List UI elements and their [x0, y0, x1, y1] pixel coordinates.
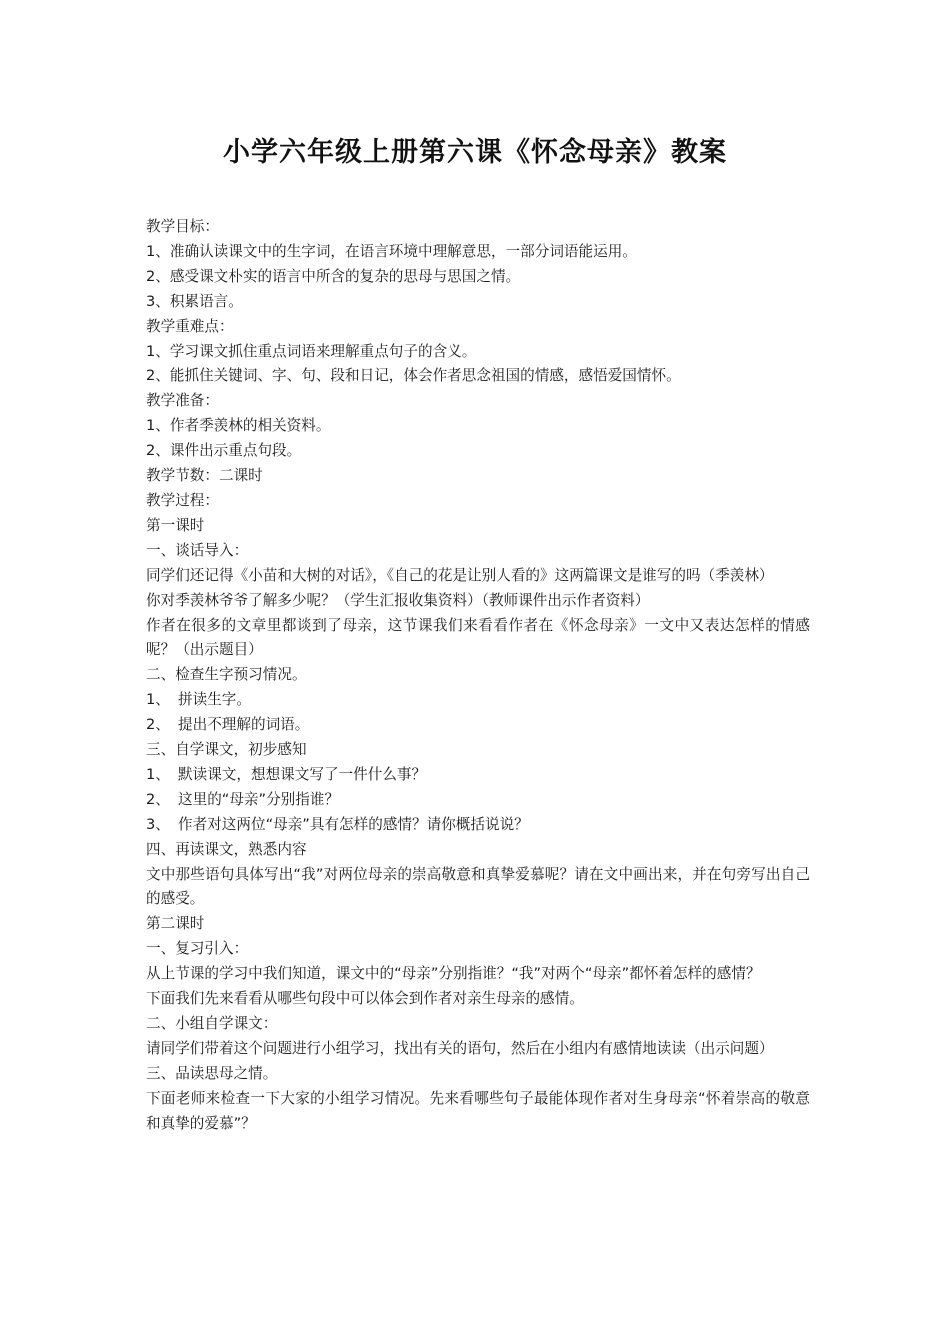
numbered-item — [146, 813, 810, 838]
body-line: 一、谈话导入： — [146, 541, 249, 559]
item-text: 作者对这两位“母亲”具有怎样的感情？请你概括说说？ — [178, 815, 529, 833]
item-number: 2、 — [146, 716, 170, 734]
item-text: 默读课文，想想课文写了一件什么事？ — [178, 765, 427, 783]
item-text: 提出不理解的词语。 — [178, 716, 310, 734]
body-paragraph: 文中那些语句具体写出“我”对两位母亲的崇高敬意和真挚爱慕呢？请在文中画出来，并在句旁写出自己的感受。 — [146, 865, 810, 908]
document-title: 小学六年级上册第六课《怀念母亲》教案 — [223, 137, 727, 168]
body-line: 教学节数：二课时 — [146, 467, 263, 485]
item-text: 拼读生字。 — [178, 691, 251, 709]
body-paragraph: 请同学们带着这个问题进行小组学习，找出有关的语句，然后在小组内有感情地读读（出示问题） — [146, 1039, 774, 1057]
body-line: 下面我们先来看看从哪些句段中可以体会到作者对亲生母亲的感情。 — [146, 990, 584, 1008]
body-line: 你对季羡林爷爷了解多少呢？（学生汇报收集资料）（教师课件出示作者资料） — [146, 591, 650, 609]
item-text: 这里的“母亲”分别指谁？ — [178, 790, 340, 808]
body-line: 二、检查生字预习情况。 — [146, 666, 307, 684]
body-line: 1、学习课文抓住重点词语来理解重点句子的含义。 — [146, 342, 477, 360]
body-line: 教学目标： — [146, 218, 219, 235]
numbered-item — [146, 688, 810, 713]
body-line: 3、积累语言。 — [146, 292, 243, 310]
body-line: 三、自学课文，初步感知 — [146, 741, 307, 759]
numbered-item — [146, 788, 810, 813]
body-line: 教学过程： — [146, 491, 219, 509]
body-paragraph: 从上节课的学习中我们知道，课文中的“母亲”分别指谁？“我”对两个“母亲”都怀着怎样的感情？ — [146, 965, 761, 983]
body-line: 教学准备： — [146, 392, 219, 410]
body-line: 二、小组自学课文： — [146, 1015, 278, 1032]
body-paragraph: 同学们还记得《小苗和大树的对话》，《自己的花是让别人看的》这两篇课文是谁写的吗（季羡林） — [146, 566, 774, 584]
body-paragraph: 下面老师来检查一下大家的小组学习情况。先来看哪些句子最能体现作者对生身母亲“怀着崇高的敬意和真挚的爱慕”？ — [146, 1089, 810, 1132]
body-line: 第二课时 — [146, 915, 205, 933]
body-line: 2、课件出示重点句段。 — [146, 442, 302, 460]
document-body — [146, 215, 810, 1137]
body-line: 2、感受课文朴实的语言中所含的复杂的思母与思国之情。 — [146, 267, 521, 285]
numbered-item — [146, 763, 810, 788]
body-line: 1、作者季羡林的相关资料。 — [146, 417, 331, 435]
item-number: 1、 — [146, 691, 170, 709]
body-line: 2、能抓住关键词、字、句、段和日记，体会作者思念祖国的情感，感悟爱国情怀。 — [146, 367, 681, 385]
body-line: 四、再读课文，熟悉内容 — [146, 840, 307, 858]
body-paragraph: 作者在很多的文章里都谈到了母亲，这节课我们来看看作者在《怀念母亲》一文中又表达怎样的情感呢？（出示题目） — [146, 616, 810, 659]
item-number: 3、 — [146, 815, 170, 833]
body-line: 教学重难点： — [146, 317, 234, 335]
numbered-item — [146, 713, 810, 738]
body-line: 一、复习引入： — [146, 940, 249, 958]
body-line: 1、准确认读课文中的生字词，在语言环境中理解意思，一部分词语能运用。 — [146, 242, 637, 260]
item-number: 2、 — [146, 790, 170, 808]
item-number: 1、 — [146, 765, 170, 783]
body-line: 第一课时 — [146, 516, 205, 534]
body-line: 三、品读思母之情。 — [146, 1064, 278, 1082]
